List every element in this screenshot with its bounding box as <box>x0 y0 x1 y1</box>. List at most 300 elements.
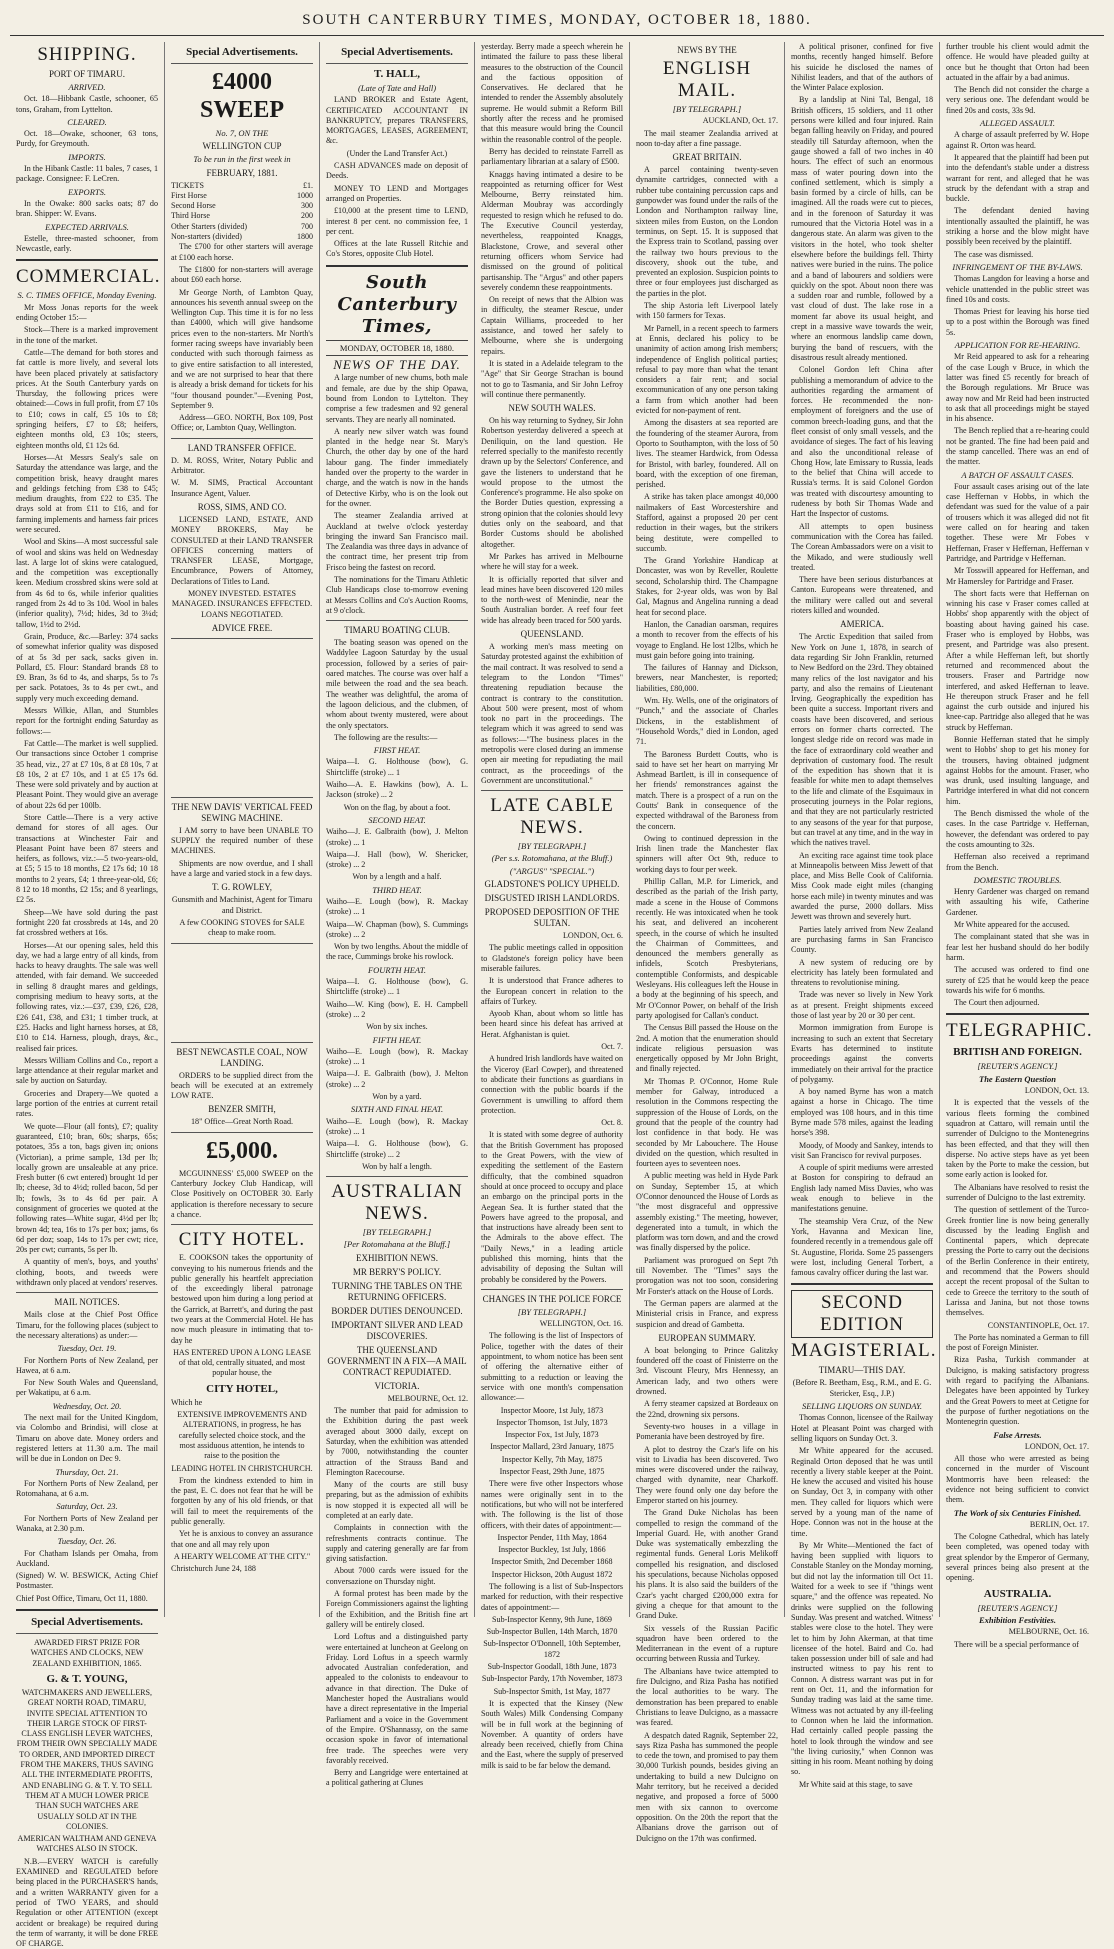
paragraph: Phillip Callan, M.P. for Limerick, and described as the pariah of the Irish party, made a scene in the House of Commons recently. He was intoxicated when he took his seat, and delivered an incoherent speech, in the course of which he insulted the Chairman of Committees, and denounced the members generally as infidels, Scotch Presbyterians, contemptible Conformists, and despicable Wesleyans. His colleagues left the House in a body at the beginning of his speech, and Mr O'Connor Power, on behalf of the Irish party apologised for Callan's conduct. <box>636 877 778 1020</box>
expected-text: Estelle, three-masted schooner, from Newcastle, early. <box>16 233 158 254</box>
paragraph: Stock—There is a marked improvement in the tone of the market. <box>16 325 158 345</box>
paragraph: On his way returning to Sydney, Sir John Robertson yesterday delivered a speech at Deniliquin, on the land question. He referred specially to the manifesto recently drawn up by the Selectors' Conference, and gave the listeners to understand that he would propose to the utmost the Conference's programme. He also spoke on the Border Duties question, expressing a strong opinion that the colonies should levy duties only on the seaboard, and that Border Customs should be abolished altogether. <box>481 416 623 549</box>
subhead: BRITISH AND FOREIGN. <box>953 1046 1082 1059</box>
paragraph: The Baroness Burdett Coutts, who is said to have set her heart on marrying Mr Ashmead Bartlett, is ill in consequence of her friends' remonstrances against the match. There is a prospect of a run on the Coutts' Bank in consequence of the expected withdrawal of the Baroness from the concern. <box>636 749 778 831</box>
paragraph: The following is a list of Sub-Inspectors marked for reduction, with their respective dates of appointment:— <box>481 1582 623 1612</box>
paragraph: The public meetings called in opposition to Gladstone's foreign policy have been miserable failures. <box>481 943 623 973</box>
sweep5-title: £5,000. <box>206 1137 278 1164</box>
paragraph: Henry Gardener was charged on remand with assaulting his wife, Catherine Gardener. <box>946 887 1089 917</box>
divider <box>171 943 313 944</box>
paragraph: The Cologne Cathedral, which has lately been completed, was opened today with great splendor by the Emperor of Germany, several princes being also present at the opening. <box>946 1532 1089 1583</box>
list-item: Sub-Inspector O'Donnell, 10th September, 1872 <box>483 1639 621 1659</box>
paragraph: It is stated with some degree of authority that the British Government has proposed to the Great Powers, with the view of expediting the settlement of the Eastern difficulty, that the combined squadron should at once proceed to occupy and place an embargo on the principal ports in the Aegean Sea. It is further stated that the Powers have agreed to the proposal, and that instructions have already been sent to the Admirals to the above effect. The "Daily News," in a leading article published this morning, hints that the advisability of deposing the Sultan will probably be considered by the Powers. <box>481 1130 623 1284</box>
list-item: Inspector Smith, 2nd December 1868 <box>491 1557 613 1567</box>
paragraph: Ayoob Khan, about whom so little has been heard since his defeat has arrived at Herat. Afghanistan is quiet. <box>481 1009 623 1039</box>
subhead: (Per s.s. Rotomahana, at the Bluff.) <box>491 853 613 864</box>
list-item: Sub-Inspector Kenny, 9th June, 1869 <box>492 1614 612 1624</box>
dateline: BERLIN, Oct. 17. <box>1029 1519 1089 1529</box>
office-line: S. C. TIMES OFFICE, Monday Evening. <box>17 290 157 301</box>
divider <box>16 1292 158 1293</box>
ad-text: MCGUINNESS' £5,000 SWEEP on the Canterbury Jockey Club Handicap, will Close Positively on OCTOBER 30. Early application is therefore necessary to secure a chance. <box>171 1168 313 1219</box>
paragraph: The steamer Zealandia arrived at Auckland at twelve o'clock yesterday bringing the inward San Francisco mail. The Zealandia was three days in advance of the contract time, her present trip from Frisco being the fastest on record. <box>326 511 468 572</box>
subhead: TIMARU—THIS DAY. <box>818 1365 906 1376</box>
list-item: Sub-Inspector Smith, 1st May, 1877 <box>493 1686 611 1696</box>
paragraph: The boating season was opened on the Waddylee Lagoon Saturday by the usual procession, followed by a series of pair-oared matches. The course was over half a mile between the road and the sea beach. The weather was delightful, the aroma of the lagoon delicious, and the clubmen, of whom about twenty mustered, were about the only spectators. <box>326 638 468 730</box>
paragraph: A new system of reducing ore by electricity has lately been formulated and threatens to revolutionise mining. <box>791 957 933 988</box>
davis-heading: THE NEW DAVIS' VERTICAL FEED SEWING MACHINE. <box>171 801 313 823</box>
subhead: False Arrests. <box>993 1429 1042 1440</box>
ad-text: Shipments are now overdue, and I shall have a large and varied stock in a few days. <box>171 858 313 879</box>
subhead: AUSTRALIA. <box>983 1587 1052 1600</box>
paragraph: Four assault cases arising out of the late case Heffernan v Hobbs, in which the defendant was sued for the value of a pair of trousers which it was alleged did not fit were called on for hearing and taken together. These were Mr Fobes v Heffernan, Fraser v Heffernan, Heffernan v Partridge, and Partridge v Heffernan. <box>946 481 1089 563</box>
table-cell: Second Horse <box>171 201 216 211</box>
ad-text: A few COOKING STOVES for SALE cheap to make room. <box>179 917 305 938</box>
list-item: Sub-Inspector Goodall, 18th June, 1873 <box>487 1662 617 1672</box>
paragraph: The Bench dismissed the whole of the cases. In the case Partridge v. Heffernan, however, the defendant was ordered to pay the costs amounting to 32s. <box>946 809 1089 849</box>
subhead: Exhibition Festivities. <box>979 1614 1056 1625</box>
paragraph: All attempts to open business communication with the Corea has failed. The Corean Ambassadors were on a visit to the Mikado, and were studiously well treated. <box>791 521 933 572</box>
paragraph: The following is the list of Inspectors of Police, together with the dates of their appointment, to whom notice has been sent of offering the alternative either of submitting to a reduction or leaving the service with one month's compensation allowance:— <box>481 1331 623 1403</box>
english-mail-heading: ENGLISH MAIL. <box>662 58 752 101</box>
paragraph: Mr Thomas P. O'Connor, Home Rule member for Galway, introduced a resolution in the Commons respecting the suppression of the House of Lords, on the ground that the people of the country had lost confidence in that body. He was seconded by Mr Labouchere. The House divided on the question, which resulted in fourteen ayes to seventeen noes. <box>636 1076 778 1169</box>
paragraph: About 7000 cards were issued for the conversazione on Thursday night. <box>326 1566 468 1586</box>
paragraph: A plot to destroy the Czar's life on his visit to Livadia has been discovered. Two mines were discovered under the railway, charged with dynamite, near Charkoff. They were found only one day before the Emperor started on his journey. <box>636 1444 778 1505</box>
divider <box>946 1013 1089 1015</box>
paragraph: Owing to continued depression in the Irish linen trade the Manchester flax spinners will after Oct 9th, reduce to working days to four per week. <box>636 833 778 874</box>
list-item: Inspector Thomson, 1st July, 1873 <box>496 1417 608 1427</box>
paragraph: Mr Tosswill appeared for Heffernan, and Mr Hamersley for Partridge and Fraser. <box>946 566 1089 586</box>
dateline: CONSTANTINOPLE, Oct. 17. <box>987 1320 1089 1330</box>
divider <box>171 1132 313 1133</box>
paragraph: Heffernan also received a reprimand from the Bench. <box>946 852 1089 872</box>
subhead: ("ARGUS" "SPECIAL.") <box>509 865 595 876</box>
sweep-line: WELLINGTON CUP <box>202 141 282 152</box>
paragraph: The question of settlement of the Turco-Greek frontier line is now being generally discussed by the leading English and Continental papers, which deprecate pressing the Porte to carry out the decisions of the Berlin Conference in their entirety, and recommend that the Powers should accept the recent proposal of the Sultan to cede to Greece the territory to the south of Larissa and Janina, but not those towns themselves. <box>946 1205 1089 1318</box>
ad-text: Offices at the late Russell Ritchie and Co's Stores, opposite Club Hotel. <box>326 239 468 259</box>
paragraph: Thomas Priest for leaving his horse tied up to a post within the Borough was fined 5s. <box>946 307 1089 337</box>
result: Waiho—J. E. Galbraith (bow), J. Melton (stroke) ... 1 <box>326 827 468 847</box>
ad-text: LICENSED LAND, ESTATE, AND MONEY BROKERS, May be CONSULTED at their LAND TRANSFER OFFICES concerning matters of TRANSFER LEASE, Mortgage, Encumbrance, Powers of Attorney, Declarations of Titles to Land. <box>171 514 313 586</box>
paragraph: Many of the courts are still busy preparing, but as the admission of exhibits is now stopped it is expected all will be completed at an early date. <box>326 1480 468 1520</box>
subhead: NEW SOUTH WALES. <box>508 403 596 414</box>
subhead: PROPOSED DEPOSITION OF THE SULTAN. <box>484 907 620 929</box>
paragraph: A couple of spirit mediums were arrested at Boston for conspiring to defraud an English lady named Miss Davies, who was weak enough to believe in the manifestations genuine. <box>791 1163 933 1214</box>
paragraph: By a landslip at Nini Tal, Bengal, 18 British officers, 15 soldiers, and 11 other persons were killed and four injured. Rain began falling heavily on Friday, and poured steadily till Saturday afternoon, when the gauge showed a fall of two inches in 40 hours. The effect of such an enormous mass of water pouring down into the confined settlement, which is simply a basin formed by a circle of hills, can be imagined. All the roads were cut to pieces, and in the forenoon of Saturday it was rumoured that the Victoria Hotel was in a dangerous state. An alarm was given to the visitors in the hotel, who took shelter elsewhere before the buildings fell. Thirty natives were buried in the ruins. The police and a band of labourers and soldiers were quickly on the spot. About noon there was a sudden roar and rumble, followed by a vast cloud of dust. The lake rose in a moment far above its usual height, and crept in a massive wave towards the weir, where an enormous landslip came down, burying the band of rescuers, with the disastrous result already mentioned. <box>791 95 933 362</box>
subhead: EUROPEAN SUMMARY. <box>658 1332 756 1343</box>
ad-text: Yet he is anxious to convey an assurance that one and all may rely upon <box>171 1529 313 1549</box>
ad-firm: G. & T. YOUNG, <box>46 1672 128 1685</box>
paragraph: Mr Moss Jonas reports for the week ending October 15:— <box>16 302 158 323</box>
table-row <box>171 201 313 211</box>
paragraph: yesterday. Berry made a speech wherein he intimated the failure to pass these liberal measures to the obstruction of the Council and the factious opposition of Conservatives. He declared that he intended to render the Assembly absolutely supreme. He would submit a Reform Bill shortly after the recess and he promised that this measure would bring the Council within the reasonable control of the people. <box>481 42 623 144</box>
mail-date: Tuesday, Oct. 26. <box>57 1536 117 1547</box>
ad-text: LEADING HOTEL IN CHRISTCHURCH. <box>171 1463 313 1473</box>
paragraph: Messrs Wilkie, Allan, and Stumbles report for the fortnight ending Saturday as follows:— <box>16 706 158 736</box>
paragraph: Seventy-two houses in a village in Pomerania have been destroyed by fire. <box>636 1421 778 1442</box>
subhead: GREAT BRITAIN. <box>672 152 742 163</box>
paragraph: The defendant denied having intentionally assaulted the plaintiff, he was striking a horse and the blow might have possibly been received by the plaintiff. <box>946 206 1089 247</box>
ad-text: Gunsmith and Machinist, Agent for Timaru and District. <box>171 895 313 915</box>
paragraph: The Arctic Expedition that sailed from New York on June 1, 1878, in search of data regarding Sir John Franklin, returned to New Bedford on the 23rd. They obtained many relics of the lost navigator and his party, and also the remains of Lieutenant Irving. Geographically the expedition has been quite a success. Important rivers and coasts have been discovered, and serious errors on former charts corrected. The longest sledge ride on record was made in the face of extraordinary cold weather and deprivation of customary food. The result of the expedition has shown that it is feasible for white men to adapt themselves to the life and climate of the Esquimaux in prosecuting journeys in the Polar regions, and that they are not particularly restricted to any seasons of the year for that purpose, but can travel at any time, and in the way in which the natives travel. <box>791 632 933 848</box>
ad-text: I AM sorry to have been UNABLE TO SUPPLY the required number of these MACHINES. <box>171 825 313 856</box>
paragraph: The failures of Hannay and Dickson, brewers, near Manchester, is reported; liabilities, £80,000. <box>636 663 778 693</box>
exports-text: In the Owake: 800 sacks oats; 87 do bran. Shipper: W. Evans. <box>16 198 158 219</box>
divider <box>481 1289 623 1290</box>
subhead: [Per Rotomahana at the Bluff.] <box>343 1239 451 1250</box>
ad-text: MONEY INVESTED. ESTATES MANAGED. INSURANCES EFFECTED. LOANS NEGOTIATED. <box>171 588 313 619</box>
coal-heading: BEST NEWCASTLE COAL, NOW LANDING. <box>176 1046 308 1068</box>
ad-firm: BENZER SMITH, <box>208 1104 276 1115</box>
column-5 <box>630 42 785 1843</box>
divider <box>326 265 468 267</box>
paragraph: There have been serious disturbances at Canton. Europeans were threatened, and the military were called out and several rioters killed and wounded. <box>791 575 933 616</box>
paragraph: A strike has taken place amongst 40,000 nailmakers of East Worcestershire and Stafford, against a proposed 20 per cent reduction in their wages, but the strikers being destitute, were compelled to succumb. <box>636 492 778 553</box>
table-cell: 200 <box>301 211 313 221</box>
paragraph: The mail steamer Zealandia arrived at noon to-day after a fine passage. <box>636 128 778 148</box>
result: Waipa—I. G. Holthouse (bow), G. Shirtcliffe (stroke) ... 1 <box>326 977 468 997</box>
paragraph: Messrs William Collins and Co., report a large attendance at their regular market and sale by auction on Saturday. <box>16 1055 158 1086</box>
land-heading: LAND TRANSFER OFFICE. <box>187 442 297 453</box>
paragraph: The Bench did not consider the charge a very serious one. The defendant would be fined 20s and costs, 33s 9d. <box>946 85 1089 115</box>
table-cell: First Horse <box>171 190 207 200</box>
paragraph: Hanlon, the Canadian oarsman, requires a month to recover from the effects of his voyage to England. He lost 12lbs, which he must gain before going into training. <box>636 619 778 660</box>
sweep-title: £4000 SWEEP <box>199 69 285 123</box>
result: Won by a yard. <box>372 1092 422 1102</box>
commercial-heading: COMMERCIAL. <box>16 266 161 288</box>
paragraph: Cattle—The demand for both stores and fat cattle is more lively, and several lots have been placed privately at satisfactory prices. At the South Canterbury yards on Thursday, the following prices were obtained:—Cows in full profit, from £7 10s to £10; cows in calf, £5 10s to £8; springing heifers, £7 to £8; heifers, eighteen months old, £3 10s; steers, eighteen months old, £1 12s 6d. <box>16 347 158 450</box>
paragraph: It is expected that the Kinsey (New South Wales) Milk Condensing Company will be in full work at the beginning of November. A quantity of orders have already been received, chiefly from China and the East, where the supply of preserved milk is said to be far below the demand. <box>481 1698 623 1770</box>
magisterial-heading: MAGISTERIAL. <box>791 1340 937 1362</box>
ad-text: LAND BROKER and Estate Agent, CERTIFICATED ACCOUNTANT IN BANKRUPTCY, prepares TRANSFERS, MORTGAGES, LEASES, AGREEMENT, &c. <box>326 95 468 146</box>
paragraph: The nominations for the Timaru Athletic Club Handicaps close to-morrow evening at Messrs Collins and Co's Auction Rooms, at 9 o'clock. <box>326 574 468 615</box>
paragraph: The number that paid for admission to the Exhibition during the past week averaged about 3000 daily, except on Saturday, when the exhibition was attended by 7000, notwithstanding the counter attraction of the Strauss Band and Flemington Racecourse. <box>326 1406 468 1477</box>
paragraph: It appeared that the plaintiff had been put into the defendant's stable under a distress warrant for rent, and alleged that he was struck by the defendant with a strap and buckle. <box>946 152 1089 204</box>
column-4 <box>475 42 630 1770</box>
subhead: QUEENSLAND. <box>520 629 584 640</box>
paragraph: The case was dismissed. <box>954 249 1034 259</box>
dateline: Oct. 7. <box>601 1042 623 1052</box>
imports-label: IMPORTS. <box>68 151 106 162</box>
subhead: ALLEGED ASSAULT. <box>979 118 1056 129</box>
list-item: Inspector Kelly, 7th May, 1875 <box>501 1454 603 1464</box>
subhead: IMPORTANT SILVER AND LEAD DISCOVERIES. <box>331 1319 463 1341</box>
cleared-text: Oct. 18—Owake, schooner, 63 tons, Purdy, for Greymouth. <box>16 129 158 149</box>
list-item: Inspector Fox, 1st July, 1873 <box>505 1430 599 1440</box>
paragraph: Horses—At our opening sales, held this day, we had a large entry of all kinds, from hacks to heavy draughts. The sale was well attended, with fair demand. We succeeded in selling 8 draught mares and geldings, comprising medium to heavy sorts, at the following rates, viz.:—£37, £39, £26, £28, £26 £41, £38, and £31; 1 timber truck, at £25. Hacks and light harness horses, at £8, £10 to £14. Harness, plough, drays, &c., realised fair prices. <box>16 940 158 1053</box>
paragraph: For Northern Ports of New Zealand, per Hawea, at 6 a.m. <box>16 1355 158 1375</box>
paragraph: A formal protest has been made by the Foreign Commissioners against the lighting of the Exhibition, and the British fine art gallery will be entirely closed. <box>326 1589 468 1629</box>
divider <box>171 638 313 639</box>
subhead: MR BERRY'S POLICY. <box>352 1266 442 1277</box>
table-cell: 1800 <box>297 232 313 242</box>
paragraph: A parcel containing twenty-seven dynamite cartridges, connected with a rubber tube containing percussion caps and gunpowder was found under the rails of the London and Northampton railway line, sixteen miles from Euston, on the London terminus, on Sept. 15. It is supposed that the Express train to Scotland, passing over the railway two hours previous to the discovery, shook out the tube, and prevented an explosion. Suspicion points to three or four employees just discharged as the parties in the plot. <box>636 165 778 298</box>
paragraph: Mr Parkes has arrived in Melbourne where he will stay for a week. <box>481 551 623 572</box>
heat-label: FIFTH HEAT. <box>372 1034 422 1045</box>
paragraph: Mr White said at this stage, to save <box>799 1779 913 1789</box>
table-cell: 1000 <box>297 190 313 200</box>
heat-label: FOURTH HEAT. <box>367 964 427 975</box>
paragraph: A quantity of men's, boys, and youths' clothing, boots, and tweeds were withdrawn only placed at vendors' reserves. <box>16 1257 158 1288</box>
paragraph: Mr White appeared for the accused. <box>954 920 1070 930</box>
paragraph: By Mr White—Mentioned the fact of having been supplied with liquors to Constable Stanley on the Monday morning, but did not lay the information till Oct 11. Waited for a week to see if "things went square," and the offence was repeated. No drinks were supplied on the following Sunday. Was present and watched. Witness' stables were close to the hotel. They were let to him by John Akerman, at that time licensee of the hotel. Baird and Co. had taken possession under bill of sale and had instructed witness to pay his rent to Connon. A distress warrant was put in for rent on Oct. 11, and the information for Sunday trading was laid at the same time. Witness was not actuated by any ill-feeling to Connon when he laid the information. Had certainly called people passing the hotel to look through the window and see "the living curiosity," when Connon was sitting in his room. Meant nothing by doing so. <box>791 1540 933 1777</box>
paragraph: Lord Loftus and a distinguished party were entertained at luncheon at Geelong on Friday. Lord Loftus in a speech warmly advocated Australian confederation, and appealed to the colonists to endeavour to advance in that direction. The Duke of Manchester hoped the Australians would have a direct representative in the Imperial Parliament and a voice in the Government of the Empire. O'Shannassy, on the same occasion spoke in favor of international free trade. The speeches were very favorably received. <box>326 1632 468 1765</box>
paragraph: The Grand Duke Nicholas has been compelled to resign the command of the Imperial Guard. He, with another Grand Duke was systematically embezzling the regimental funds. General Loris Melikoff compelled his resignation, and disclosed his speculations, because Nicholas opposed his plans. It is also said the builders of the Czar's yacht charged £200,000 extra for giving a cheque for that amount to the Grand Duke. <box>636 1508 778 1621</box>
list-item: Sub-Inspector Bullen, 14th March, 1870 <box>486 1627 618 1637</box>
divider <box>791 1283 933 1285</box>
paragraph: Mr Parnell, in a recent speech to farmers at Ennis, declared his policy to be unanimity of action among Irish members; independence of English political parties; refusal to pay more than what the tenant considers a fair rent; and social excommunication of any one person taking a farm from which another had been evicted for non-payment of rent. <box>636 323 778 416</box>
late-cable-heading: LATE CABLE NEWS. <box>490 795 614 839</box>
dateline: LONDON, Oct. 13. <box>1024 1086 1089 1096</box>
paragraph: The Bench replied that a re-hearing could not be granted. The fine had been paid and the stamp cancelled. There was an end of the matter. <box>946 426 1089 467</box>
ad-text: ORDERS to be supplied direct from the beach will be executed at an extremely LOW RATE. <box>171 1070 313 1101</box>
paragraph: A hundred Irish landlords have waited on the Viceroy (Earl Cowper), and threatened to abdicate their functions as guardians in connection with the public boards if the Government is unwilling to afford them protection. <box>481 1054 623 1115</box>
dateline: MELBOURNE, Oct. 12. <box>387 1393 468 1403</box>
subhead: NEWS BY THE <box>677 45 737 55</box>
paragraph: On receipt of news that the Albion was in difficulty, the steamer Rescue, under Captain Williams, proceeded to her assistance, and towed her safely to Melbourne, where she is undergoing repairs. <box>481 295 623 356</box>
result: Won by a length and a half. <box>352 872 442 882</box>
paragraph: Fat Cattle—The market is well supplied. Our transactions since October 1 comprise 35 head, viz., 27 at £7 10s, 8 at £8 10s, 7 at £8 10s, 2 at £7 10s, and 1 at £5 17s 6d. These were sold privately and by auction at Pleasant Point. They would give an average of about 22s 6d per 100lb. <box>16 738 158 810</box>
subhead: The Eastern Question <box>979 1073 1056 1084</box>
result: Waipa—W. Chapman (bow), S. Cummings (stroke) ... 2 <box>326 919 468 939</box>
subhead: AMERICA. <box>840 619 884 630</box>
table-row <box>171 232 313 242</box>
ad-firm: ROSS, SIMS, AND CO. <box>197 501 287 512</box>
heat-label: FIRST HEAT. <box>373 745 421 756</box>
ad-text: WATCHMAKERS AND JEWELLERS, GREAT NORTH ROAD, TIMARU, INVITE SPECIAL ATTENTION TO THEIR LARGE STOCK OF FIRST-CLASS ENGLISH LEVER WATCHES, FROM THEIR OWN SPECIALLY MADE TO ORDER, AND IMPORTED DIRECT FROM THE MAKERS, THUS SAVING ALL THE INTERMEDIATE PROFITS, AND ENABLING G. & T. Y. TO SELL THEM AT A MUCH LOWER PRICE THAN SUCH WATCHES ARE USUALLY SOLD AT IN THE COLONIES. <box>16 1687 158 1831</box>
subhead: [BY TELEGRAPH.] <box>517 841 587 852</box>
boating-heading: TIMARU BOATING CLUB. <box>344 625 450 636</box>
ad-text: £10,000 at the present time to LEND, interest 8 per cent. no commission fee, 1 per cent. <box>326 206 468 236</box>
table-cell: 300 <box>301 201 313 211</box>
ad-text: From the kindness extended to him in the past, E. C. does not fear that he will be forgotten by any of his old friends, or that will fail to meet the requirements of the public generally. <box>171 1475 313 1527</box>
result: Won by half a length. <box>362 1161 432 1171</box>
paragraph: Mr George North, of Lambton Quay, announces his seventh annual sweep on the Wellington Cup. This time it is for no less than £4000, which will give handsome prices even to the non-starters. Mr North's former racing sweeps have invariably been conducted with such thorough fairness as to give entire satisfaction to all interested, and we are not surprised to hear that there is already a brisk demand for tickets for his "four thousand pounder."—Evening Post, September 9. <box>171 287 313 410</box>
subhead: [BY TELEGRAPH.] <box>672 104 742 114</box>
divider <box>481 790 623 791</box>
paragraph: (Before R. Beetham, Esq., R.M., and E. G. Stericker, Esq., J.P.) <box>792 1378 932 1398</box>
special-ads-heading: Special Advertisements. <box>186 46 298 58</box>
paragraph: Horses—At Messrs Sealy's sale on Saturday the attendance was large, and the competition brisk, heavy draught mares and geldings fetching from £38 to £45; medium draughts, from £22 to £35. The drays sold at from £11 to £16, and for farming implements and harness fair prices were secured. <box>16 452 158 534</box>
paragraph: Store Cattle—There is a very active demand for stores of all ages. Our transactions at Winchester Fair and Pleasant Point have been 87 steers and heifers, as follows, viz.:—5 two-years-old, at £5; 5 15 to 18 months, £2 17s 6d; 10 18 months to 2 years, £4; 1 three-year-old, £6; 8 12 to 18 months, £2 15s; and 8 yearlings, £2 5s. <box>16 813 158 905</box>
ad-firm: T. HALL, <box>374 68 420 80</box>
special-ads-heading: Special Advertisements. <box>31 1616 143 1629</box>
subhead: DISGUSTED IRISH LANDLORDS. <box>484 893 620 904</box>
paragraph: The following are the results:— <box>334 732 438 742</box>
telegraphic-heading: TELEGRAPHIC. <box>946 1020 1093 1042</box>
arrived-text: Oct. 18—Hibbank Castle, schooner, 65 tons, Graham, from Lyttelton. <box>16 94 158 114</box>
imports-text: In the Hibank Castle: 11 bales, 7 cases, 1 package. Consignee: F. LeCren. <box>16 164 158 184</box>
paragraph: Grain, Produce, &c.—Barley: 374 sacks of somewhat inferior quality was disposed of at 5s 3d per sack, sacks given in. Pollard, £5. Flour: Standard brands £8 to £9. Bran, 3s 6d to 4s, and sharps, 5s to 7s per sack. Potatoes, 3s to 4s per cwt., and supply very much exceeding demand. <box>16 631 158 703</box>
column-1 <box>10 42 165 1949</box>
paragraph: Address—GEO. NORTH, Box 109, Post Office; or, Lambton Quay, Wellington. <box>171 413 313 433</box>
prize-table <box>171 181 313 243</box>
ad-text: A HEARTY WELCOME AT THE CITY." <box>173 1551 311 1561</box>
dateline: LONDON, Oct. 6. <box>562 931 623 941</box>
subhead: APPLICATION FOR RE-HEARING. <box>954 340 1081 351</box>
paragraph: A large number of new chums, both male and female, are due by the ship Opawa, bound from London to Lyttelton. They comprise a few tradesmen and 92 general servants. They are nearly all nominated. <box>326 373 468 424</box>
subhead: INFRINGEMENT OF THE BY-LAWS. <box>952 261 1083 272</box>
paragraph: Knaggs having intimated a desire to be reappointed as returning officer for West Melbourne, Berry reinstated him. Alderman Moubray was accordingly requested to resign which he refused to do. The Executive Council yesterday, nevertheless, reappointed Knaggs, Blackstone, Crowe, and several other returning officers whom Service had dismissed on the ground of political partisanship. The "Argus" and other papers severely condemn these reappointments. <box>481 169 623 292</box>
paragraph: A political prisoner, confined for five months, recently hanged himself. Before his suicide he disclosed the names of Nihilist leaders, and that of the authors of the Winter Palace explosion. <box>791 42 933 93</box>
divider <box>326 620 468 621</box>
subhead: VICTORIA. <box>374 1380 420 1391</box>
police-heading: CHANGES IN THE POLICE FORCE <box>482 1293 622 1304</box>
sweep-line: No. 7, ON THE <box>215 128 269 138</box>
paragraph: Groceries and Drapery—We quoted a large portion of the entries at current retail rates. <box>16 1088 158 1119</box>
result: Won on the flag, by about a foot. <box>343 802 451 812</box>
paragraph: A working men's mass meeting on Saturday protested against the exhibition of the mail contract. It was resolved to send a telegram to the London "Times" threatening repudiation because the contract is contrary to the constitution. About 500 were present, most of whom took no part in the proceedings. The telegram which it was agreed to send was as follows:—"The business places in the metropolis were closed during an immense open air meeting for repudiating the mail contract, as the proceedings of the Government are unconstitutional." <box>481 642 623 785</box>
ad-firm: ADVICE FREE. <box>211 622 273 633</box>
ad-text: AMERICAN WALTHAM AND GENEVA WATCHES ALSO IN STOCK. <box>17 1834 157 1854</box>
paragraph: Thomas Langdon for leaving a horse and vehicle unattended in the public street was fined 10s and costs. <box>946 274 1089 304</box>
ad-text: Which he <box>171 1397 203 1407</box>
result: Waipa—J. E. Galbraith (bow), J. Melton (stroke) ... 2 <box>326 1069 468 1089</box>
paragraph: further trouble his client would admit the offence. He would have pleaded guilty at once but he thought that Orton had been actuated in the affair by a bad animus. <box>946 42 1089 82</box>
subhead: DOMESTIC TROUBLES. <box>973 874 1062 885</box>
subhead: [BY TELEGRAPH.] <box>517 1306 587 1317</box>
paragraph: Six vessels of the Russian Pacific squadron have been ordered to the Mediterranean in the event of a rupture occurring between Russia and Turkey. <box>636 1623 778 1664</box>
subhead: A BATCH OF ASSAULT CASES. <box>961 469 1074 480</box>
paragraph: The Albanians have twice attempted to fire Dulcigno, and Riza Pasha has notified the local authorities to be wary. The demonstration has been prepared to enable Christians to leave Dulcigno, as a massacre was feared. <box>636 1666 778 1728</box>
dateline: MELBOURNE, Oct. 16. <box>1008 1627 1089 1637</box>
heat-label: SIXTH AND FINAL HEAT. <box>350 1104 444 1115</box>
paragraph: We quote—Flour (all fonts), £7; quality guaranteed, £10; bran, 60s; sharps, 65s; potatoes, 35s a ton, bags given in; onions (Victorian), a prime sample, 13d per lb; locally grown are unsaleable at any price. Fresh butter (6 cwt entered) brought 1d per lb; cheese, 3d to 4½d; rolled bacon, 5d per lb; fowls, 3s to 4s 6d per pair. A consignment of groceries we quoted at the following rates—White sugar, 4½d per lb; brown 4d; tea, 16s to 17s per box; jams, 6s 6d per doz; soap, 14s to 17s per cwt; rice, 20s per cwt; currants, 5s per lb. <box>16 1121 158 1255</box>
blank-space <box>171 948 313 1038</box>
subhead: The Work of six Centuries Finished. <box>953 1507 1082 1518</box>
australian-news-heading: AUSTRALIAN NEWS. <box>331 1181 463 1225</box>
table-row <box>171 181 313 191</box>
table-cell: Third Horse <box>171 211 210 221</box>
masthead: SOUTH CANTERBURY TIMES, MONDAY, OCTOBER 18, 1880. <box>10 10 1104 36</box>
subhead: GLADSTONE'S POLICY UPHELD. <box>484 879 620 890</box>
second-edition-heading: SECOND EDITION <box>791 1290 933 1338</box>
paragraph: The Albanians have resolved to resist the surrender of Dulcigno to the last extremity. <box>946 1182 1089 1202</box>
subhead: TURNING THE TABLES ON THE RETURNING OFFICERS. <box>331 1280 463 1302</box>
ad-firm: T. G. ROWLEY, <box>212 882 272 893</box>
paragraph: There were five other Inspectors whose names were originally sent in to the notifications, but who will not be interfered with. The following is the list of those officers, with their dates of appointment:— <box>481 1479 623 1530</box>
news-of-day-heading: NEWS OF THE DAY. <box>333 357 461 373</box>
paragraph: Bonnie Heffernan stated that he simply went to Hobbs' shop to get his money for the trousers, having obtained judgment against Hobbs for the amount. Fraser, who was drunk, used insulting language, and Partridge interfered in what did not concern him. <box>946 735 1089 806</box>
result: Waiho—E. Lough (bow), R. Mackay (stroke) ... 1 <box>326 1046 468 1067</box>
column-2 <box>165 42 320 1617</box>
paragraph: A boy named Byrne has won a match against a horse in Chicago. The time employed was 108 hours, and in this time Byrne made 578 miles, against the leading horse's 398. <box>791 1087 933 1138</box>
ad-text: MONEY TO LEND and Mortgages arranged on Properties. <box>326 183 468 203</box>
paragraph: It is stated in a Adelaide telegram to the "Age" that Sir George Strachan is bound not to go to Tasmania, and Sir John Lefroy will continue there permanently. <box>481 358 623 399</box>
paragraph: There will be a special performance of <box>954 1639 1079 1649</box>
result: Won by two lengths. About the middle of the race, Cummings broke his rowlock. <box>326 942 468 962</box>
result: Won by six inches. <box>366 1022 428 1032</box>
newspaper-logo: South Canterbury Times, <box>337 271 457 337</box>
mail-date: Thursday, Oct. 21. <box>55 1466 119 1477</box>
ad-text: 18" Office—Great North Road. <box>190 1117 294 1127</box>
table-cell: Other Starters (divided) <box>171 221 247 231</box>
city-heading: CITY HOTEL. <box>178 1229 306 1251</box>
mail-date: Saturday, Oct. 23. <box>56 1501 118 1512</box>
dateline: WELLINGTON, Oct. 16. <box>539 1319 623 1329</box>
paragraph: Mormon immigration from Europe is increasing to such an extent that Secretary Evarts has determined to institute proceedings against the converts immediately on their arrival for the practice of polygamy. <box>791 1023 933 1084</box>
result: Waipa—J. Hall (bow), W. Shericker, (stroke) ... 2 <box>326 849 468 870</box>
paragraph: Mr White appeared for the accused. Reginald Orton deposed that he was until recently a livery stable keeper at the Point. He knew the accused and visited his house on Sunday, Oct 3, in company with other men. They called for liquors which were served by a young man of the name of Hope. Connon was not in the house at the time. <box>791 1446 933 1538</box>
ad-text: E. COOKSON takes the opportunity of conveying to his numerous friends and the public generally his heartfelt appreciation of the exceedingly liberal patronage bestowed upon him during a long period at the Garrick, at Barrett's, and during the past two years at the Commercial Hotel. He has now much pleasure in intimating that to-day he <box>171 1253 313 1345</box>
paragraph: Wm. Hy. Wells, one of the originators of "Punch," and the associate of Charles Dickens, in the establishment of "Household Words," died in London, aged 71. <box>636 696 778 747</box>
signature: Chief Post Office, Timaru, Oct 11, 1880. <box>16 1593 148 1603</box>
paragraph: The £700 for other starters will average at £100 each horse. <box>171 242 313 262</box>
list-item: Inspector Hickson, 20th August 1872 <box>491 1569 613 1579</box>
subhead: EXHIBITION NEWS. <box>356 1252 438 1263</box>
paragraph: Mails close at the Chief Post Office Timaru, for the following places (subject to the necessary alterations) as under:— <box>16 1310 158 1340</box>
expected-label: EXPECTED ARRIVALS. <box>45 221 129 232</box>
paragraph: A ferry steamer capsized at Bordeaux on the 22nd, drowning six persons. <box>636 1399 778 1419</box>
exports-label: EXPORTS. <box>67 186 106 197</box>
list-item: Inspector Moore, 1st July, 1873 <box>500 1405 604 1415</box>
paragraph: Sheep—We have sold during the past fortnight 220 fat crossbreds at 14s, and 20 fat crossbred wethers at 16s. <box>16 907 158 938</box>
list-item: Inspector Feast, 29th June, 1875 <box>499 1467 605 1477</box>
divider <box>16 1609 158 1611</box>
paragraph: For Northern Ports of New Zealand per Wanaka, at 2.30 p.m. <box>16 1513 158 1533</box>
paragraph: It is understood that France adheres to the European concert in relation to the affairs of Turkey. <box>481 976 623 1006</box>
sweep-line: FEBRUARY, 1881. <box>206 167 278 178</box>
table-row <box>171 222 313 232</box>
divider <box>16 259 158 261</box>
result: Waiho—W. King (bow), E. H. Campbell (stroke) ... 2 <box>326 999 468 1019</box>
paragraph: Moody, of Moody and Sankey, intends to visit San Francisco for revival purposes. <box>791 1140 933 1160</box>
dateline: LONDON, Oct. 17. <box>1024 1441 1089 1451</box>
divider <box>171 797 313 798</box>
paragraph: For Chatham Islands per Omaha, from Auckland. <box>16 1548 158 1568</box>
dateline: Oct. 8. <box>601 1118 623 1128</box>
subhead: SELLING LIQUORS ON SUNDAY. <box>801 1401 923 1412</box>
mail-date: Wednesday, Oct. 20. <box>52 1400 122 1411</box>
ad-text: Christchurch June 24, 188 <box>171 1564 256 1574</box>
cleared-label: CLEARED. <box>67 116 107 127</box>
paragraph: The complainant stated that she was in fear lest her husband should do her bodily harm. <box>946 932 1089 962</box>
shipping-heading: SHIPPING. <box>37 44 137 65</box>
divider <box>326 63 468 64</box>
paragraph: The Porte has nominated a German to fill the post of Foreign Minister. <box>946 1332 1089 1353</box>
ad-text: N.B.—EVERY WATCH is carefully EXAMINED and REGULATED before being placed in the PURCHASER'S hands, and a written WARRANTY given for a period of TWO YEARS, and should Regulation or other ATTENTION (except accident or breakage) be required during the term of warranty, it will be done FREE OF CHARGE. <box>16 1856 158 1949</box>
list-item: Inspector Pender, 11th May, 1864 <box>497 1532 607 1542</box>
paragraph: Parliament was prorogued on Sept 7th till November. The "Times" says the prorogation was not too soon, considering Mr Forster's attack on the House of Lords. <box>636 1255 778 1296</box>
paragraph: The short facts were that Heffernan on winning his case v Fraser comes called at Hobbs' shop apparently with the object of boasting about having gained his case. Fraser who is employed by Hobbs, was present, and Partridge was also present. After a while Heffernan left, but shortly returned and recommenced about the trousers. Fraser and Partridge now interfered, and asked Heffernan to leave. He thereupon struck Fraser and he fell against the curb outside and injured his knee-cap. Partridge also alleged that he was struck by Heffernan. <box>946 588 1089 732</box>
paragraph: A despatch dated Ragnik, September 22, says Riza Pasha has summoned the people to cede the town, and promised to pay them 30,000 Turkish pounds, besides giving an undertaking to build a new Dulcigno on Mahr territory, but he received a decided negative, and proposed a force of 5000 men with six cannon to overcome opposition. On the 20th the report that the Albanians drove the garrison out of Dulcigno on the 17th was confirmed. <box>636 1730 778 1843</box>
paragraph: Berry and Langridge were entertained at a political gathering at Clunes <box>326 1768 468 1788</box>
paragraph: A boat belonging to Prince Galitzky foundered off the coast of Finisterre on the 3rd. Viscount Fleury, Mrs Hennessy, an American lady, and two others were drowned. <box>636 1345 778 1397</box>
paragraph: Colonel Gordon left China after publishing a memorandum of advice to the authorities regarding the armament of forces. He recommended the non-employment of foreigners and the use of common breech-loading guns, and that the fleet consist of only small vessels, and the avoidance of sieges. The fact of his leaving and also the unconditional release of Chong How, late Emissary to Russia, leads to the belief that China will accede to Russia's terms. It is said Colonel Gordon was treated with discourtesy amounting to rudeness by both Sir Thomas Wade and Hart the Inspector of customs. <box>791 365 933 519</box>
paragraph: The German papers are alarmed at the Ministerial crisis in France, and express suspicion and dread of Gambetta. <box>636 1298 778 1329</box>
ad-text: AWARDED FIRST PRIZE FOR WATCHES AND CLOCKS, NEW ZEALAND EXHIBITION, 1865. <box>30 1638 144 1668</box>
list-item: Inspector Mallard, 23rd January, 1875 <box>490 1442 614 1452</box>
port-heading: PORT OF TIMARU. <box>49 69 125 79</box>
paragraph: Parties lately arrived from New Zealand are purchasing farms in San Francisco County. <box>791 924 933 955</box>
paragraph: For Northern Ports of New Zealand, per Rotomahana, at 6 a.m. <box>16 1478 158 1499</box>
divider <box>326 1176 468 1177</box>
paragraph: Berry has decided to reinstate Farrell as parliamentary librarian at a salary of £500. <box>481 146 623 167</box>
paragraph: Wool and Skins—A most successful sale of wool and skins was held on Wednesday last. A large lot of skins were catalogued, and the competition was exceptionally keen. Medium crossbred skins were sold at from 4s 6d to 6s, while inferior qualities ranged from 2s 4d to 3s 10d. Wool in bales (inferior quality), 7½d; hides, 3d to 3¼d; tallow, 1½d to 2½d. <box>16 537 158 629</box>
paragraph: For New South Wales and Queensland, per Wakatipu, at 6 a.m. <box>16 1378 158 1398</box>
column-7 <box>940 42 1095 1649</box>
mail-date: Tuesday, Oct. 19. <box>57 1343 117 1354</box>
paragraph: All those who were arrested as being concerned in the murder of Viscount Montmorris have been released: the evidence not being sufficient to convict them. <box>946 1454 1089 1505</box>
paragraph: The steamship Vera Cruz, of the New York, Havanna and Mexican line, foundered recently in a tremendous gale off St. Augustine, Florida. Some 25 passengers were lost, including General Torbert, a famous cavalry officer during the last war. <box>791 1216 933 1278</box>
divider <box>171 63 313 64</box>
table-cell: 700 <box>301 221 313 231</box>
result: Waiho—A. E. Hawkins (bow), A. L. Jackson (stroke) ... 2 <box>326 780 468 800</box>
ad-text: EXTENSIVE IMPROVEMENTS AND ALTERATIONS, in progress, he has carefully selected choice stock, and the most assiduous attention, he intends to raise to the position the <box>177 1410 307 1461</box>
columns <box>10 42 1104 1949</box>
ad-text: HAS ENTERED UPON A LONG LEASE of that old, centrally situated, and most popular house, the <box>173 1347 311 1378</box>
table-cell: £1. <box>303 180 313 190</box>
dateline: AUCKLAND, Oct. 17. <box>702 116 778 126</box>
